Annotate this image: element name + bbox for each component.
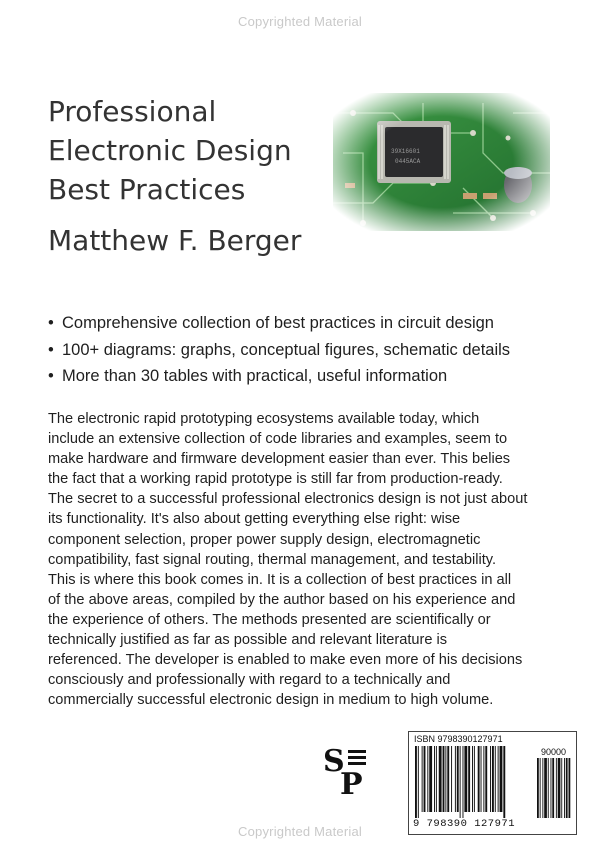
isbn-barcode [408, 731, 577, 835]
description-line: include an extensive collection of code libraries and examples, seem to [48, 431, 508, 448]
watermark-bottom: Copyrighted Material [238, 824, 362, 839]
barcode-bar [500, 746, 503, 812]
barcode-addon-bar [548, 758, 549, 818]
description-line: The secret to a successful professional electronics design is not just about [48, 491, 528, 508]
description-line: the experience of others. The methods presented are scientifically or [48, 611, 491, 628]
title-line-1: Professional [48, 95, 217, 128]
feature-item: • Comprehensive collection of best practices in circuit design [48, 314, 494, 332]
barcode-bar [434, 746, 435, 812]
svg-text:S: S [323, 744, 345, 779]
feature-item: • 100+ diagrams: graphs, conceptual figures, schematic details [48, 340, 511, 359]
description-line: commercially successful electronic design in medium to high volume. [48, 692, 494, 709]
barcode-bar [422, 746, 423, 812]
description-line: the fact that a working rapid prototype is still far from production-ready. [48, 471, 503, 488]
description-line: compatibility, fast signal routing, thermal management, and testability. [48, 551, 497, 568]
barcode-bar [447, 746, 449, 812]
description-line: This is where this book comes in. It is a collection of best practices in all [48, 571, 512, 588]
description-line: consciously and professionally with regard to a technically and [48, 672, 451, 689]
circuit-board-image [333, 93, 550, 231]
barcode-bar [427, 746, 428, 812]
barcode-bar [457, 746, 459, 812]
barcode-bar [429, 746, 432, 812]
barcode-bar [483, 746, 484, 812]
barcode-bar [451, 746, 452, 812]
barcode-bar [463, 746, 464, 818]
barcode-addon-bar [537, 758, 539, 818]
barcode-bar [474, 746, 475, 812]
barcode-bar [439, 746, 442, 812]
barcode-bar [464, 746, 467, 812]
feature-item: • More than 30 tables with practical, useful information [48, 367, 448, 385]
barcode-bar [460, 746, 461, 818]
title-line-3: Best Practices [48, 173, 246, 206]
barcode-bar [492, 746, 494, 812]
barcode-bar [424, 746, 426, 812]
feature-list [48, 310, 510, 390]
barcode-addon-bar [540, 758, 541, 818]
description-line: The electronic rapid prototyping ecosystems available today, which [48, 411, 480, 427]
description-line: its functionality. It's also about getting everything else right: wise [48, 511, 461, 528]
price-code: 90000 [541, 747, 567, 757]
watermark-top: Copyrighted Material [238, 14, 362, 29]
description-line: technically justified as far as possible and relevant literature is [48, 632, 448, 649]
title-line-2: Electronic Design [48, 134, 292, 167]
barcode-bar [485, 746, 487, 812]
barcode-digits: 9 798390 127971 [413, 818, 516, 830]
publisher-logo [322, 744, 368, 796]
barcode-addon-bar [569, 758, 571, 818]
barcode-bar [490, 746, 491, 812]
barcode-bar [455, 746, 456, 812]
barcode-bar [495, 746, 496, 812]
barcode-addon-bar [564, 758, 565, 818]
barcode-addon-bar [552, 758, 554, 818]
barcode-addon-bar [544, 758, 547, 818]
description-line: referenced. The developer is enabled to make even more of his decisions [48, 652, 523, 669]
svg-text:P: P [340, 767, 363, 796]
barcode-addon-bar [558, 758, 561, 818]
isbn-label: ISBN 9798390127971 [414, 734, 503, 744]
barcode-bar [415, 746, 417, 818]
barcode-addon-bar [556, 758, 557, 818]
barcode-bar [503, 746, 505, 818]
description-line: of the above areas, compiled by the author based on his experience and [48, 591, 516, 608]
barcode-bars [413, 746, 573, 818]
barcode-bar [472, 746, 473, 812]
barcode-bar [418, 746, 419, 818]
barcode-bar [443, 746, 445, 812]
barcode-bar [436, 746, 437, 812]
barcode-addon-bar [542, 758, 543, 818]
author-name: Matthew F. Berger [48, 224, 302, 257]
barcode-addon-bar [561, 758, 562, 818]
barcode-addon-bar [551, 758, 552, 818]
barcode-addon-bar [566, 758, 568, 818]
barcode-bar [468, 746, 470, 812]
description-line: make hardware and firmware development easier than ever. This belies [48, 451, 511, 468]
barcode-bar [481, 746, 482, 812]
barcode-bar [478, 746, 480, 812]
description-line: component selection, proper power supply design, electromagnetic [48, 531, 481, 548]
book-description [48, 409, 568, 710]
book-title [48, 92, 292, 209]
barcode-bar [498, 746, 499, 812]
barcode-bar [445, 746, 446, 812]
